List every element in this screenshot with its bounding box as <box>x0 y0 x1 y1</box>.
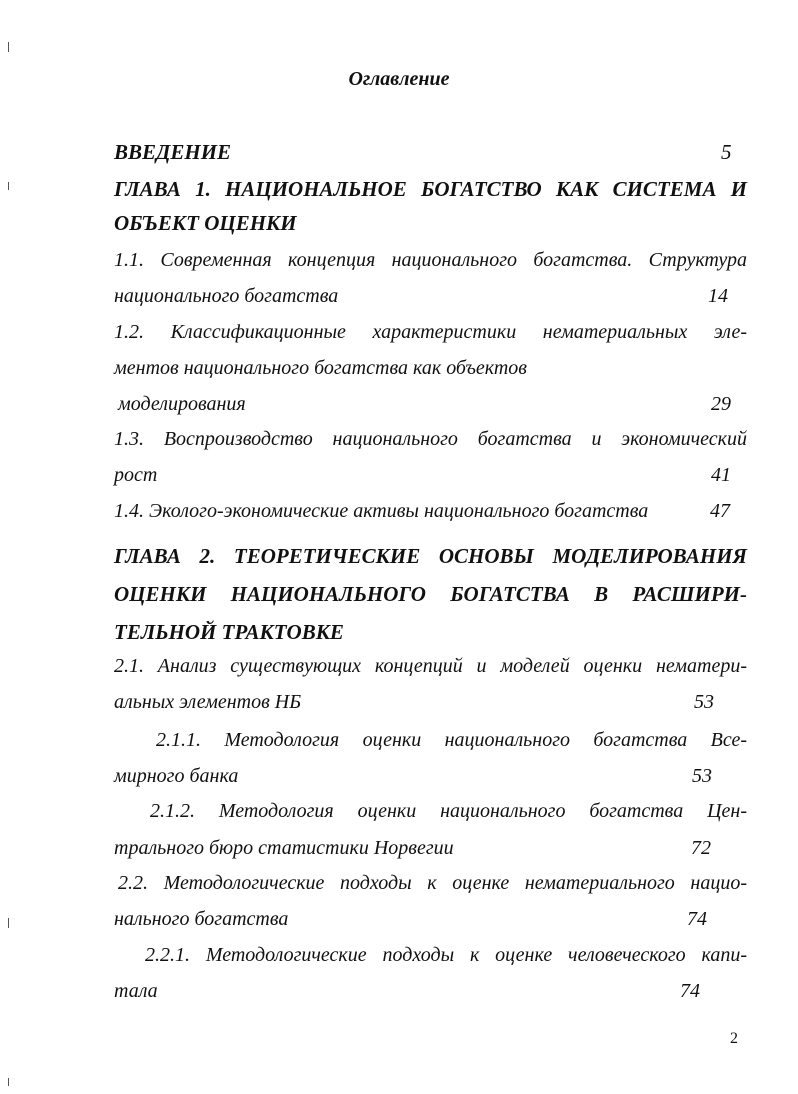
toc-1-2-line-3: моделирования <box>118 393 246 415</box>
toc-1-1-page: 14 <box>708 285 728 307</box>
toc-2-2-1-line-1: 2.2.1. Методологические подходы к оценке человеческого капи- <box>145 944 747 966</box>
toc-2-2-1-page: 74 <box>680 980 700 1002</box>
toc-1-3-page: 41 <box>711 464 731 486</box>
scan-speck <box>8 42 9 52</box>
toc-1-1-line-1: 1.1. Современная концепция национального богатства. Структура <box>114 249 747 271</box>
toc-1-1-line-2: национального богатства <box>114 285 339 307</box>
toc-2-1-1-page: 53 <box>692 765 712 787</box>
toc-chapter-2-line-2: ОЦЕНКИ НАЦИОНАЛЬНОГО БОГАТСТВА В РАСШИРИ- <box>114 582 747 606</box>
toc-2-2-page: 74 <box>687 908 707 930</box>
toc-2-2-line-2: нального богатства <box>114 908 289 930</box>
toc-1-2-page: 29 <box>711 393 731 415</box>
toc-1-4-line-1: 1.4. Эколого-экономические активы национального богатства <box>114 500 649 522</box>
toc-2-2-line-1: 2.2. Методологические подходы к оценке нематериального нацио- <box>118 872 747 894</box>
toc-intro-page: 5 <box>721 140 732 164</box>
toc-2-1-1-line-2: мирного банка <box>114 765 239 787</box>
scan-speck <box>8 1078 9 1086</box>
toc-1-4-page: 47 <box>710 500 730 522</box>
toc-intro-label: ВВЕДЕНИЕ <box>114 140 232 164</box>
toc-2-1-page: 53 <box>694 691 714 713</box>
toc-2-1-2-line-1: 2.1.2. Методология оценки национального богатства Цен- <box>150 800 747 822</box>
toc-2-1-line-1: 2.1. Анализ существующих концепций и моделей оценки нематери- <box>114 655 747 677</box>
toc-chapter-2-line-3: ТЕЛЬНОЙ ТРАКТОВКЕ <box>114 620 344 644</box>
toc-2-1-line-2: альных элементов НБ <box>114 691 302 713</box>
toc-2-1-2-line-2: трального бюро статистики Норвегии <box>114 837 454 859</box>
toc-2-2-1-line-2: тала <box>114 980 158 1002</box>
toc-1-2-line-2: ментов национального богатства как объектов <box>114 357 527 379</box>
page-number: 2 <box>730 1030 738 1047</box>
scan-speck <box>8 182 9 190</box>
toc-title: Оглавление <box>348 68 450 90</box>
toc-2-1-2-page: 72 <box>691 837 711 859</box>
toc-1-3-line-2: рост <box>114 464 158 486</box>
toc-1-2-line-1: 1.2. Классификационные характеристики нематериальных эле- <box>114 321 747 343</box>
toc-1-3-line-1: 1.3. Воспроизводство национального богатства и экономический <box>114 428 747 450</box>
toc-chapter-2-line-1: ГЛАВА 2. ТЕОРЕТИЧЕСКИЕ ОСНОВЫ МОДЕЛИРОВАНИЯ <box>114 544 747 568</box>
toc-chapter-1-line-1: ГЛАВА 1. НАЦИОНАЛЬНОЕ БОГАТСТВО КАК СИСТЕМА И <box>114 177 747 201</box>
scan-speck <box>8 918 9 928</box>
toc-2-1-1-line-1: 2.1.1. Методология оценки национального богатства Все- <box>156 729 747 751</box>
toc-chapter-1-line-2: ОБЪЕКТ ОЦЕНКИ <box>114 211 297 235</box>
